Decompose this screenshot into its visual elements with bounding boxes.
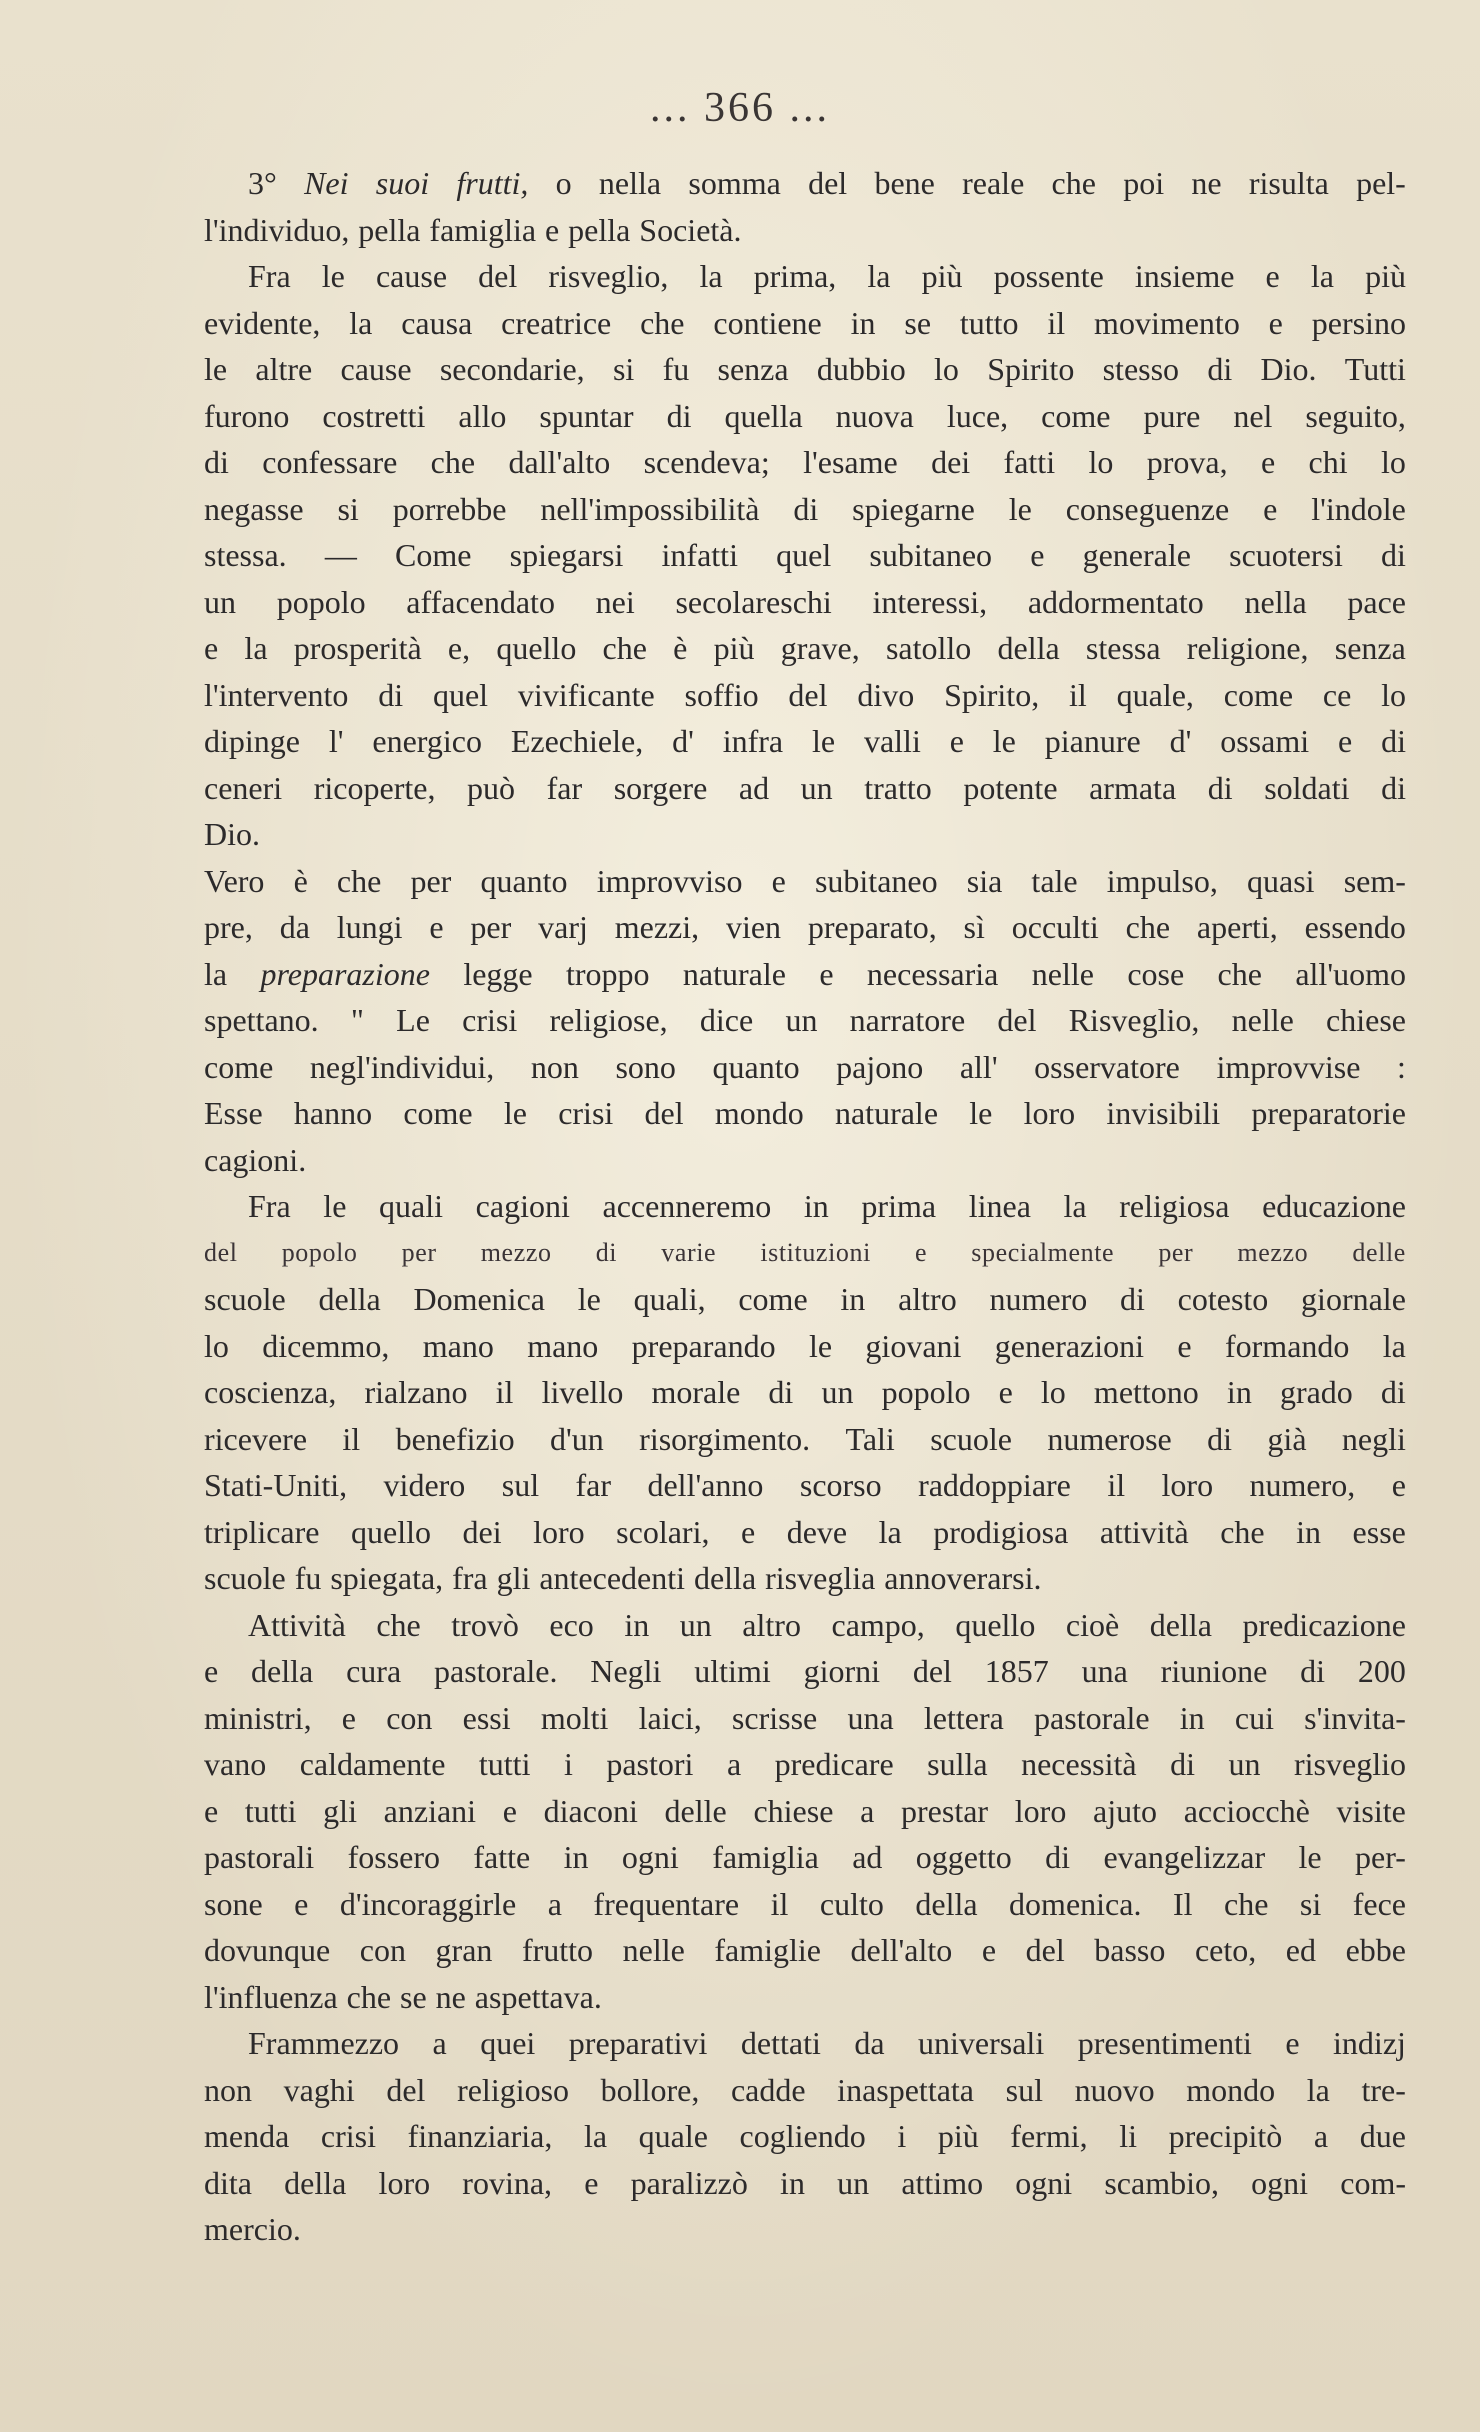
text-line: ministri, e con essi molti laici, scrisse una lettera pastorale in cui s'invita- bbox=[204, 1699, 1406, 1736]
text-line: e la prosperità e, quello che è più grave, satollo della stessa religione, senza bbox=[204, 630, 1406, 666]
text-line: Attività che trovò eco in un altro campo, quello cioè della predicazione bbox=[248, 1606, 1406, 1643]
text-line: Fra le quali cagioni accenneremo in prima linea la religiosa educazione bbox=[248, 1188, 1406, 1224]
text-line: di confessare che dall'alto scendeva; l'esame dei fatti lo prova, e chi lo bbox=[204, 444, 1406, 480]
text-line: la preparazione legge troppo naturale e necessaria nelle cose che all'uomo bbox=[204, 955, 1406, 992]
text-line: Esse hanno come le crisi del mondo naturale le loro invisibili preparatorie bbox=[204, 1095, 1406, 1131]
text-line: un popolo affacendato nei secolareschi interessi, addormentato nella pace bbox=[204, 583, 1406, 620]
text-line: l'intervento di quel vivificante soffio del divo Spirito, il quale, come ce lo bbox=[204, 676, 1406, 713]
text-line: scuole fu spiegata, fra gli antecedenti della risveglia annoverarsi. bbox=[204, 1560, 1042, 1596]
text-line: vano caldamente tutti i pastori a predicare sulla necessità di un risveglio bbox=[204, 1746, 1406, 1782]
text-line: cagioni. bbox=[204, 1141, 307, 1178]
text-line: ceneri ricoperte, può far sorgere ad un tratto potente armata di soldati di bbox=[204, 769, 1406, 806]
text-line: non vaghi del religioso bollore, cadde inaspettata sul nuovo mondo la tre- bbox=[204, 2071, 1406, 2108]
text-line: mercio. bbox=[204, 2211, 301, 2247]
text-line: furono costretti allo spuntar di quella nuova luce, come pure nel seguito, bbox=[204, 397, 1406, 434]
text-line: dovunque con gran frutto nelle famiglie dell'alto e del basso ceto, ed ebbe bbox=[204, 1932, 1406, 1968]
text-line: l'influenza che se ne aspettava. bbox=[204, 1978, 602, 2015]
text-line: stessa. — Come spiegarsi infatti quel subitaneo e generale scuotersi di bbox=[204, 537, 1406, 573]
text-line: lo dicemmo, mano mano preparando le giovani generazioni e formando la bbox=[204, 1327, 1406, 1364]
text-line: triplicare quello dei loro scolari, e deve la prodigiosa attività che in esse bbox=[204, 1513, 1406, 1550]
text-line: dipinge l' energico Ezechiele, d' infra le valli e le pianure d' ossami e di bbox=[204, 723, 1406, 759]
text-line: spettano. " Le crisi religiose, dice un narratore del Risveglio, nelle chiese bbox=[204, 1002, 1406, 1038]
text-line: Fra le cause del risveglio, la prima, la più possente insieme e la più bbox=[248, 258, 1406, 294]
text-body bbox=[204, 160, 1406, 2253]
text-line: Stati-Uniti, videro sul far dell'anno scorso raddoppiare il loro numero, e bbox=[204, 1467, 1406, 1503]
text-line: menda crisi finanziaria, la quale cogliendo i più fermi, li precipitò a due bbox=[204, 2118, 1406, 2154]
text-line: dita della loro rovina, e paralizzò in un attimo ogni scambio, ogni com- bbox=[204, 2164, 1406, 2201]
text-line: 3° Nei suoi frutti, o nella somma del bene reale che poi ne risulta pel- bbox=[248, 165, 1406, 201]
text-line: Frammezzo a quei preparativi dettati da universali presentimenti e indizj bbox=[248, 2025, 1406, 2061]
text-line: negasse si porrebbe nell'impossibilità di spiegarne le conseguenze e l'indole bbox=[204, 490, 1406, 527]
text-line: Dio. bbox=[204, 816, 260, 852]
text-line: come negl'individui, non sono quanto pajono all' osservatore improvvise : bbox=[204, 1048, 1406, 1085]
text-line: sone e d'incoraggirle a frequentare il culto della domenica. Il che si fece bbox=[204, 1885, 1406, 1922]
text-line: pastorali fossero fatte in ogni famiglia ad oggetto di evangelizzar le per- bbox=[204, 1839, 1406, 1875]
text-line: Vero è che per quanto improvviso e subitaneo sia tale impulso, quasi sem- bbox=[204, 862, 1406, 899]
text-line: pre, da lungi e per varj mezzi, vien preparato, sì occulti che aperti, essendo bbox=[204, 909, 1406, 945]
text-line: coscienza, rialzano il livello morale di un popolo e lo mettono in grado di bbox=[204, 1374, 1406, 1410]
text-line: e tutti gli anziani e diaconi delle chiese a prestar loro ajuto acciocchè visite bbox=[204, 1792, 1406, 1829]
text-line: scuole della Domenica le quali, come in altro numero di cotesto giornale bbox=[204, 1281, 1406, 1317]
page-number: ... 366 ... bbox=[650, 85, 830, 131]
text-line: le altre cause secondarie, si fu senza dubbio lo Spirito stesso di Dio. Tutti bbox=[204, 351, 1406, 387]
text-line: evidente, la causa creatrice che contiene in se tutto il movimento e persino bbox=[204, 304, 1406, 341]
text-line: ricevere il benefizio d'un risorgimento. Tali scuole numerose di già negli bbox=[204, 1420, 1406, 1457]
text-line: l'individuo, pella famiglia e pella Società. bbox=[204, 211, 742, 248]
text-line: e della cura pastorale. Negli ultimi giorni del 1857 una riunione di 200 bbox=[204, 1653, 1406, 1689]
text-line: del popolo per mezzo di varie istituzioni e specialmente per mezzo delle bbox=[204, 1237, 1406, 1267]
